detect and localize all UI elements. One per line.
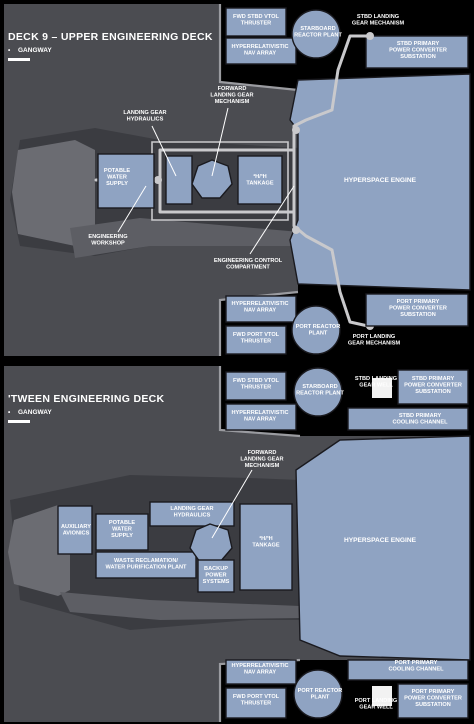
hatch-b — [292, 226, 300, 234]
label-tankage: ²H/³H TANKAGE — [252, 536, 280, 549]
label-port-gear-well: PORT LANDING GEAR WELL — [354, 698, 398, 711]
label-waste-reclamation: WASTE RECLAMATION/ WATER PURIFICATION PLANT — [105, 558, 187, 571]
deck-title: 'TWEEN ENGINEERING DECK — [8, 393, 165, 405]
label-aux-avionics: AUXILIARY AVIONICS — [61, 524, 91, 537]
label-tankage: ²H/³H TANKAGE — [246, 174, 274, 187]
legend-bullet: • — [8, 47, 11, 54]
label-fwd-landing-gear: FORWARD LANDING GEAR MECHANISM — [240, 450, 284, 469]
label-fwd-port-vtol: FWD PORT VTOL THRUSTER — [232, 332, 280, 345]
label-hyper-nav-bottom: HYPERRELATIVISTIC NAV ARRAY — [231, 301, 289, 314]
label-hyperspace-engine: HYPERSPACE ENGINE — [343, 177, 417, 184]
panel-tween — [4, 366, 470, 722]
label-hyper-nav-top: HYPERRELATIVISTIC NAV ARRAY — [231, 44, 289, 57]
legend-swatch — [8, 58, 30, 61]
panel-deck-9 — [4, 4, 470, 358]
hatch-f — [154, 176, 162, 184]
label-stbd-reactor: STARBOARD REACTOR PLANT — [294, 26, 342, 39]
legend-bullet: • — [8, 409, 11, 416]
label-fwd-stbd-vtol: FWD STBD VTOL THRUSTER — [233, 378, 279, 391]
legend-label: GANGWAY — [18, 409, 52, 416]
label-stbd-converter: STBD PRIMARY POWER CONVERTER SUBSTATION — [404, 376, 462, 395]
label-port-converter: PORT PRIMARY POWER CONVERTER SUBSTATION — [389, 299, 447, 318]
label-hyperspace-engine: HYPERSPACE ENGINE — [343, 537, 417, 544]
label-hyper-nav-top: HYPERRELATIVISTIC NAV ARRAY — [231, 410, 289, 423]
hyperspace-engine-room — [296, 436, 470, 660]
label-stbd-landing-gear: STBD LANDING GEAR MECHANISM — [351, 14, 405, 27]
label-stbd-converter: STBD PRIMARY POWER CONVERTER SUBSTATION — [389, 41, 447, 60]
label-fwd-stbd-vtol: FWD STBD VTOL THRUSTER — [233, 14, 279, 27]
label-fwd-landing-gear: FORWARD LANDING GEAR MECHANISM — [210, 86, 254, 105]
label-port-cooling: PORT PRIMARY COOLING CHANNEL — [388, 660, 444, 673]
label-workshop: ENGINEERING WORKSHOP — [88, 234, 128, 247]
label-port-converter: PORT PRIMARY POWER CONVERTER SUBSTATION — [404, 689, 462, 708]
label-fwd-port-vtol: FWD PORT VTOL THRUSTER — [232, 694, 280, 707]
hatch-a — [292, 126, 300, 134]
label-port-reactor: PORT REACTOR PLANT — [295, 324, 341, 337]
label-hyper-nav-bottom: HYPERRELATIVISTIC NAV ARRAY — [231, 663, 289, 676]
label-hydraulics: LANDING GEAR HYDRAULICS — [123, 110, 167, 123]
label-backup-power: BACKUP POWER SYSTEMS — [202, 566, 230, 585]
panel-divider — [0, 358, 474, 366]
label-hydraulics: LANDING GEAR HYDRAULICS — [170, 506, 214, 519]
label-stbd-gear-well: STBD LANDING GEAR WELL — [354, 376, 398, 389]
label-engineering-control: ENGINEERING CONTROL COMPARTMENT — [213, 258, 283, 271]
label-port-landing-gear: PORT LANDING GEAR MECHANISM — [347, 334, 401, 347]
label-stbd-reactor: STARBOARD REACTOR PLANT — [296, 384, 344, 397]
label-stbd-cooling: STBD PRIMARY COOLING CHANNEL — [392, 413, 448, 426]
label-potable-water: POTABLE WATER SUPPLY — [103, 168, 131, 187]
hatch-c — [366, 32, 374, 40]
label-potable-water: POTABLE WATER SUPPLY — [108, 520, 136, 539]
deck-title: DECK 9 – UPPER ENGINEERING DECK — [8, 31, 213, 43]
room-fwd-landing-gear — [190, 524, 232, 562]
label-port-reactor: PORT REACTOR PLANT — [297, 688, 343, 701]
legend-swatch — [8, 420, 30, 423]
legend-label: GANGWAY — [18, 47, 52, 54]
